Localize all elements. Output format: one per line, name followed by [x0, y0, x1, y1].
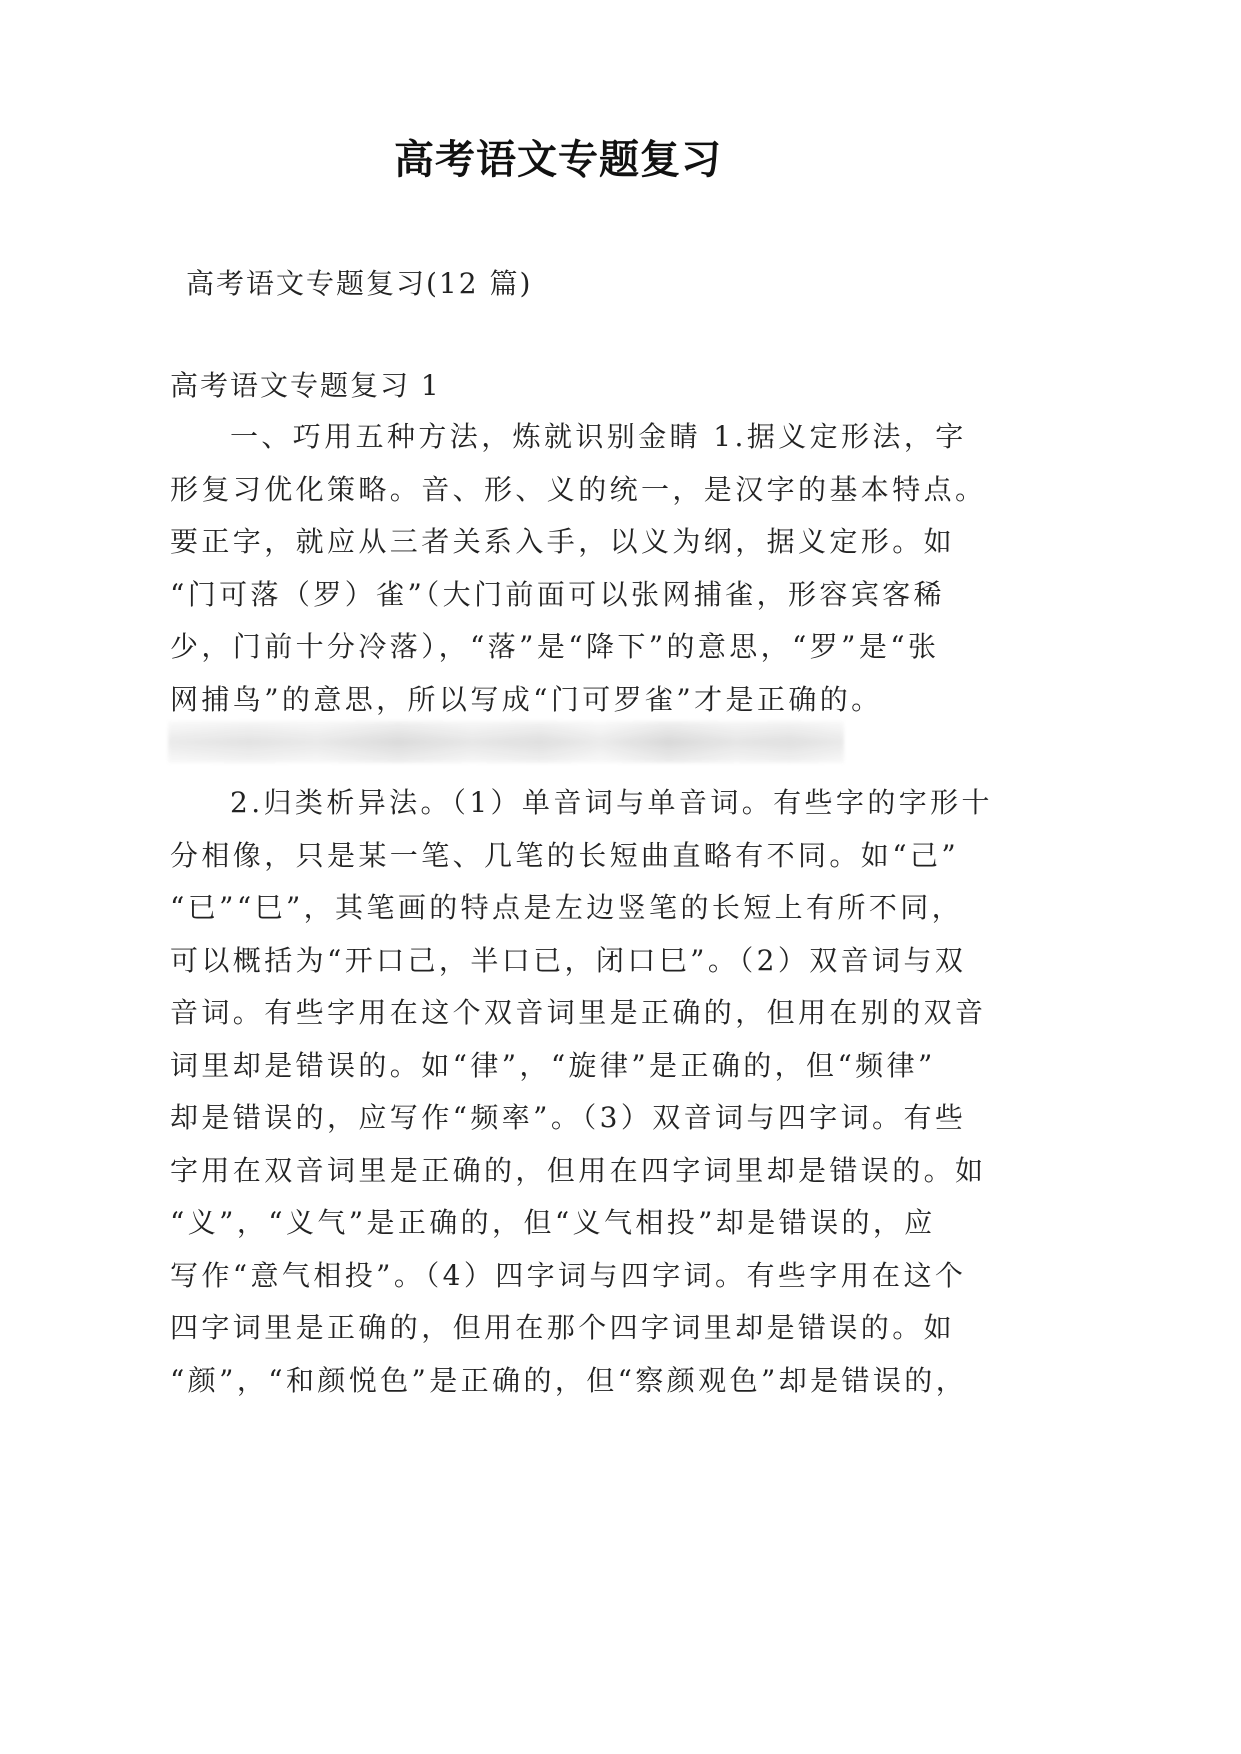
paragraph-1: [170, 411, 987, 726]
paragraph-line: 一、巧用五种方法，炼就识别金睛 1.据义定形法，字: [230, 420, 967, 453]
paragraph-line: 网捕鸟”的意思，所以写成“门可罗雀”才是正确的。: [170, 682, 883, 716]
paragraph-line: “门可落（罗）雀”（大门前面可以张网捕雀，形容宾客稀: [170, 577, 946, 611]
paragraph-line: 形复习优化策略。音、形、义的统一，是汉字的基本特点。: [170, 472, 987, 506]
paragraph-line: 2.归类析异法。（1）单音词与单音词。有些字的字形十: [230, 786, 993, 819]
paragraph-2: [170, 777, 993, 1407]
page-title: 高考语文专题复习: [394, 136, 722, 183]
paragraph-line: 四字词里是正确的，但用在那个四字词里却是错误的。如: [170, 1311, 956, 1344]
paragraph-line: “已”“巳”，其笔画的特点是左边竖笔的长短上有所不同，: [170, 891, 964, 924]
paragraph-line: 却是错误的，应写作“频率”。（3）双音词与四字词。有些: [170, 1101, 967, 1134]
paragraph-line: 音词。有些字用在这个双音词里是正确的，但用在别的双音: [170, 996, 987, 1029]
paragraph-line: “颜”，“和颜悦色”是正确的，但“察颜观色”却是错误的，: [170, 1363, 968, 1397]
paragraph-line: “义”，“义气”是正确的，但“义气相投”却是错误的，应: [170, 1206, 936, 1239]
paragraph-line: 字用在双音词里是正确的，但用在四字词里却是错误的。如: [170, 1153, 987, 1187]
section-heading: 高考语文专题复习 1: [170, 369, 441, 402]
blurred-image-strip: [168, 721, 844, 763]
paragraph-line: 词里却是错误的。如“律”，“旋律”是正确的，但“频律”: [170, 1048, 936, 1082]
document-subtitle: 高考语文专题复习(12 篇): [186, 267, 533, 300]
paragraph-line: 要正字，就应从三者关系入手，以义为纲，据义定形。如: [170, 525, 956, 558]
paragraph-line: 写作“意气相投”。（4）四字词与四字词。有些字用在这个: [170, 1258, 967, 1292]
paragraph-line: 分相像，只是某一笔、几笔的长短曲直略有不同。如“己”: [170, 838, 960, 872]
paragraph-line: 可以概括为“开口己，半口已，闭口巳”。（2）双音词与双: [170, 943, 967, 977]
image-strip-shade: [168, 721, 844, 763]
paragraph-line: 少，门前十分冷落），“落”是“降下”的意思，“罗”是“张: [170, 630, 940, 663]
